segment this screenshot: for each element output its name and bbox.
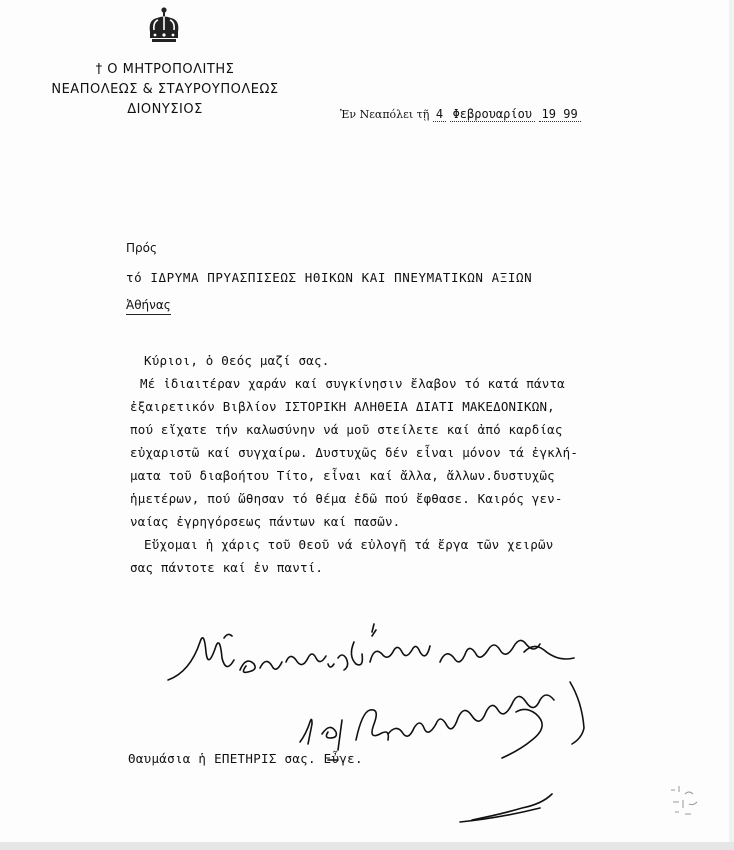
handwritten-signature — [160, 622, 660, 842]
dateline — [340, 107, 581, 121]
address-to: Πρός — [126, 241, 158, 255]
body-line: σας πάντοτε καί ἐν παντί. — [130, 560, 324, 575]
date-year: 19 99 — [539, 107, 581, 122]
page-edge — [729, 0, 734, 850]
body-line: Εὔχομαι ἡ χάρις τοῦ Θεοῦ νά εὐλογῆ τά ἔργα τῶν χειρῶν — [144, 537, 554, 552]
letterhead-title: † Ο ΜΗΤΡΟΠΟΛΙΤΗΣ — [95, 62, 235, 77]
body-line: Μέ ἰδιαιτέραν χαράν καί συγκίνησιν ἔλαβον τό κατά πάντα — [140, 376, 565, 391]
postscript: Θαυμάσια ἡ ΕΠΕΤΗΡΙΣ σας. Εὖγε. — [128, 751, 363, 766]
body-line: εὐχαριστῶ καί συγχαίρω. Δυστυχῶς δέν εἶναι μόνον τά ἐγκλή- — [130, 445, 579, 460]
body-line: ματα τοῦ διαβοήτου Τίτο, εἶναι καί ἄλλα, ἄλλων.δυστυχῶς — [130, 468, 555, 483]
body-line: ναίας ἐγρηγόρσεως πάντων καί πασῶν. — [130, 514, 401, 529]
letter-body — [130, 349, 650, 579]
body-line: πού εἴχατε τήν καλωσύνην νά μοῦ στείλετε καί ἀπό καρδίας — [130, 422, 563, 437]
letterhead-name: ΔΙΟΝΥΣΙΟΣ — [127, 102, 203, 117]
body-line: ἐξαιρετικόν Βιβλίον ΙΣΤΟΡΙΚΗ ΑΛΗΘΕΙΑ ΔΙΑΤΙ ΜΑΚΕΔΟΝΙΚΩΝ, — [130, 399, 555, 414]
scan-bottom-strip — [0, 842, 734, 850]
body-line: ἡμετέρων, πού ὤθησαν τό θέμα ἐδῶ πού ἔφθασε. Καιρός γεν- — [130, 491, 563, 506]
letterhead — [30, 60, 300, 120]
faint-stamp-mark — [665, 780, 705, 820]
letterhead-see: ΝΕΑΠΟΛΕΩΣ & ΣΤΑΥΡΟΥΠΟΛΕΩΣ — [51, 82, 279, 97]
address-organization: τό ΙΔΡΥΜΑ ΠΡΥΑΣΠΙΣΕΩΣ ΗΘΙΚΩΝ ΚΑΙ ΠΝΕΥΜΑΤΙΚΩΝ ΑΞΙΩΝ — [126, 270, 533, 285]
address-city: Ἀθήνας — [126, 298, 171, 315]
date-day: 4 — [433, 107, 446, 122]
date-month: Φεβρουαρίου — [450, 107, 535, 122]
crown-emblem-icon — [144, 6, 184, 50]
dateline-prefix: Ἐν Νεαπόλει τῇ — [340, 108, 430, 121]
salutation: Κύριοι, ὁ Θεός μαζί σας. — [144, 353, 330, 368]
